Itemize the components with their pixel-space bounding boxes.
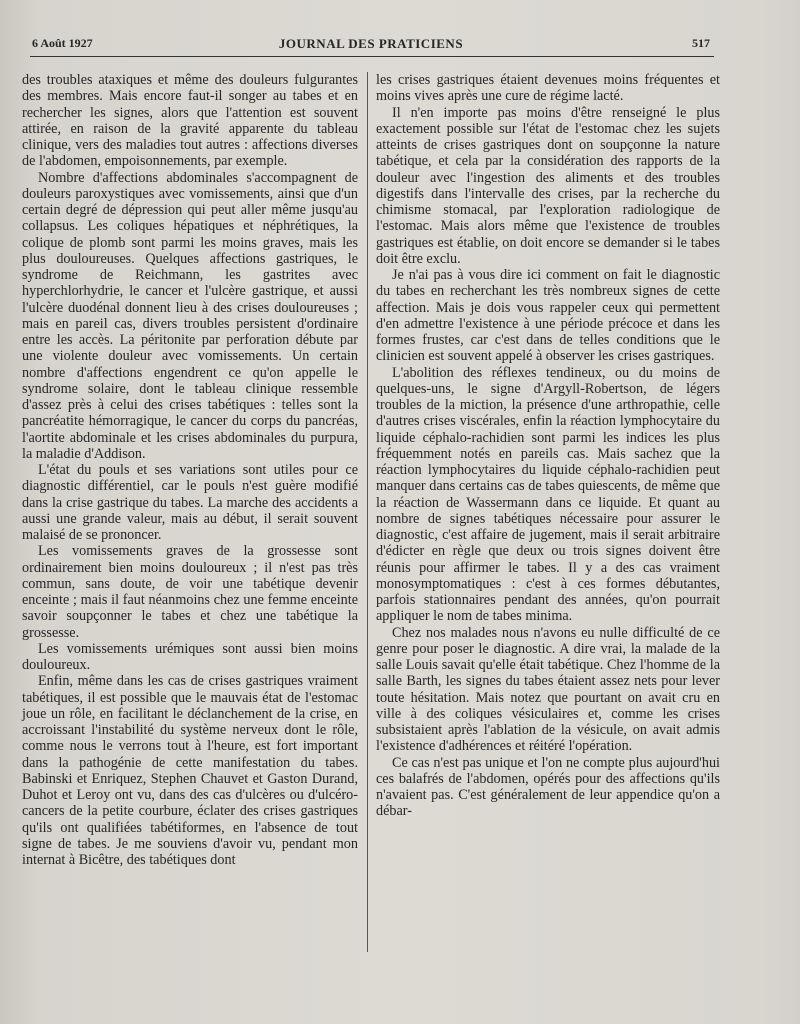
paragraph: Je n'ai pas à vous dire ici comment on fait le diagnostic du tabes en recherchant les très nombreux signes de cette affection. Mais je dois vous rappeler ceux qui permettent d'en admettre l'existence à une période précoce et dans les formes frustes, car c'est dans de telles conditions que le clinicien est souvent appelé à observer les crises gastriques. bbox=[376, 267, 720, 365]
journal-title: JOURNAL DES PRATICIENS bbox=[278, 36, 464, 51]
page-number: 517 bbox=[692, 36, 710, 50]
paragraph: Chez nos malades nous n'avons eu nulle difficulté de ce genre pour poser le diagnostic. A dire vrai, la malade de la salle Louis savait qu'elle était tabétique. Chez l'homme de la salle Barth, les signes du tabes étaient assez nets pour lever toute hésitation. Mais notez que pourtant on avait cru en ville à des coliques vésiculaires et, comme les crises subsistaient après l'ablation de la vésicule, on avait admis l'existence d'adhérences et réitéré l'opération. bbox=[376, 624, 720, 755]
paragraph: des troubles ataxiques et même des douleurs fulgurantes des membres. Mais encore faut-il songer au tabes et en rechercher les signes, alors que l'attention est souvent attirée, en raison de la gravité apparente du tableau clinique, vers des maladies tout autres : affections diverses de l'abdomen, empoisonnements, par exemple. bbox=[22, 72, 358, 170]
header-rule bbox=[30, 56, 714, 57]
paragraph: Ce cas n'est pas unique et l'on ne compte plus aujourd'hui ces balafrés de l'abdomen, opérés pour des affections qu'ils n'avaient pas. C'est généralement de leur appendice qu'on a débar- bbox=[376, 754, 720, 820]
paragraph: L'état du pouls et ses variations sont utiles pour ce diagnostic différentiel, car le pouls n'est guère modifié dans la crise gastrique du tabes. La marche des accidents a aussi une grande valeur, mais au début, il serait souvent malaisé de se prononcer. bbox=[22, 462, 358, 543]
paragraph: Nombre d'affections abdominales s'accompagnent de douleurs paroxystiques avec vomissements, ainsi que d'un certain degré de dépression qui peut aller même jusqu'au collapsus. Les coliques hépatiques et néphrétiques, la colique de plomb sont parmi les moins graves, mais les plus douloureuses. Quelques affections gastriques, le syndrome de Reichmann, les gastrites avec hyperchlorhydrie, le cancer et l'ulcère gastrique, et aussi l'ulcère duodénal donnent lieu à des crises douloureuses ; mais en pareil cas, divers troubles persistent d'ordinaire entre les accès. La péritonite par perforation débute par une violente douleur avec vomissements. Un certain nombre d'affections engendrent ce qu'on appelle le syndrome solaire, dont le tableau clinique ressemble d'assez près à celui des crises tabétiques : telles sont la pancréatite hémorragique, le cancer du corps du pancréas, l'aortite abdominale et les crises abdominales du purpura, la maladie d'Addison. bbox=[22, 169, 358, 462]
right-column bbox=[376, 72, 720, 820]
paragraph: Les vomissements graves de la grossesse sont ordinairement bien moins douloureux ; il n'est pas très commun, sans doute, de voir une tabétique devenir enceinte ; mais il faut néanmoins chez une femme enceinte savoir soupçonner le tabes et chez une tabétique la grossesse. bbox=[22, 543, 358, 641]
paragraph: Enfin, même dans les cas de crises gastriques vraiment tabétiques, il est possible que le mauvais état de l'estomac joue un rôle, en facilitant le déclanchement de la crise, en accroissant l'instabilité du système nerveux dont le rôle, comme nous le verrons tout à l'heure, est fort important dans la pathogénie de cette manifestation du tabes. Babinski et Enriquez, Stephen Chauvet et Gaston Durand, Duhot et Leroy ont vu, dans des cas d'ulcères ou d'ulcéro-cancers de la petite courbure, éclater des crises gastriques qu'ils ont qualifiées tabétiformes, en l'absence de tout signe de tabes. Je me souviens d'avoir vu, pendant mon internat à Bicêtre, des tabétiques dont bbox=[22, 673, 358, 868]
paragraph: Il n'en importe pas moins d'être renseigné le plus exactement possible sur l'état de l'estomac chez les sujets atteints de crises gastriques dont on soupçonne la nature tabétique, et cela par la considération des rapports de la douleur avec l'ingestion des aliments et des troubles digestifs dans l'intervalle des crises, par la recherche du chimisme stomacal, par l'exploration radiologique de l'estomac. Mais alors même que l'existence de troubles gastriques est établie, on doit encore se demander si le tabes doit être exclu. bbox=[376, 104, 720, 267]
page-header bbox=[32, 36, 710, 56]
paragraph: les crises gastriques étaient devenues moins fréquentes et moins vives après une cure de régime lacté. bbox=[376, 72, 720, 105]
paragraph: L'abolition des réflexes tendineux, ou du moins de quelques-uns, le signe d'Argyll-Robertson, de légers troubles de la miction, la présence d'une arthropathie, celle d'autres crises viscérales, enfin la réaction lymphocytaire du liquide céphalo-rachidien sont parmi les indices les plus fréquemment notés en pareils cas. Mais sachez que la réaction lymphocytaires du liquide céphalo-rachidien peut manquer dans certains cas de tabes quiescents, de même que la réaction de Wassermann dans ce liquide. Et quant au nombre de signes tabétiques nécessaire pour assurer le diagnostic, c'est affaire de jugement, mais il serait arbitraire d'édicter en règle que deux ou trois signes doivent être réunis pour affirmer le tabes. Il y a des cas vraiment monosymptomatiques : c'est à ces formes débutantes, parfois stationnaires pendant des années, qu'on pourrait appliquer le nom de tabes minima. bbox=[376, 364, 720, 625]
paragraph: Les vomissements urémiques sont aussi bien moins douloureux. bbox=[22, 640, 358, 673]
column-divider bbox=[367, 72, 368, 952]
header-date: 6 Août 1927 bbox=[32, 36, 93, 50]
left-column bbox=[22, 72, 358, 868]
